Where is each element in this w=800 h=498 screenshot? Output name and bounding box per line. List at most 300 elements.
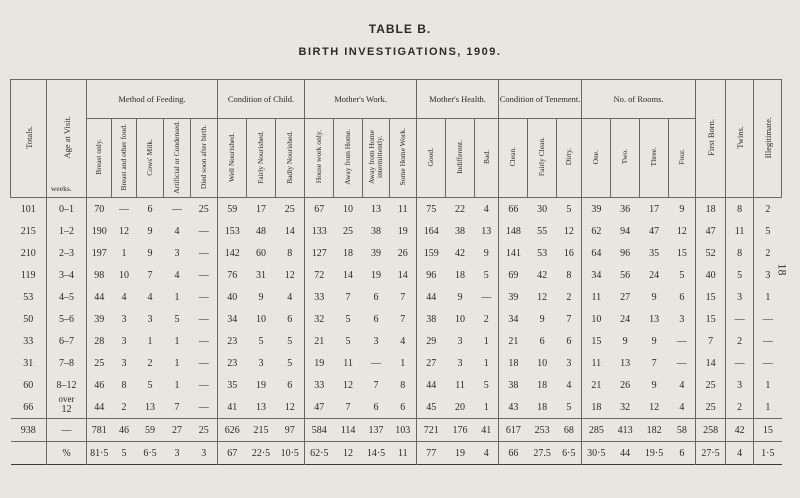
cell-value: 12 <box>61 404 72 415</box>
table-subtitle: BIRTH INVESTIGATIONS, 1909. <box>298 46 502 58</box>
table-cell: 62·5 <box>305 442 334 465</box>
table-row <box>11 374 782 396</box>
table-cell: 9 <box>147 225 153 237</box>
table-cell: 44 <box>426 379 437 391</box>
table-cell: 53 <box>11 286 47 308</box>
table-cell: 31 <box>256 269 267 281</box>
table-cell: 42 <box>726 419 754 442</box>
table-cell: 101 <box>11 198 47 221</box>
table-cell: 1 <box>174 357 180 369</box>
table-cell: 3 <box>174 247 180 259</box>
table-cell: 12 <box>669 220 696 242</box>
table-cell: 30·5 <box>582 442 611 465</box>
header-away-intermittently: Away from Home intermittently. <box>363 119 390 198</box>
table-cell: 21 <box>508 335 519 347</box>
table-cell: 2 <box>147 357 153 369</box>
table-cell: 215 <box>247 419 276 442</box>
table-cell: 3 <box>164 442 191 465</box>
header-cows-milk: Cows' Milk. <box>137 119 164 198</box>
table-cell: 25 <box>696 396 726 419</box>
table-cell: 159 <box>423 247 439 259</box>
table-cell: 9 <box>258 291 264 303</box>
table-cell: 153 <box>224 225 240 237</box>
table-cell: 27·5 <box>696 442 726 465</box>
table-cell: 938 <box>11 419 47 442</box>
table-cell: 13 <box>475 220 499 242</box>
table-cell: 52 <box>696 242 726 264</box>
table-cell: 7 <box>390 286 417 308</box>
table-cell: 1 <box>121 247 127 259</box>
table-cell: 15 <box>696 308 726 330</box>
table-cell: 5 <box>276 330 305 352</box>
table-cell: 2 <box>475 308 499 330</box>
table-cell: 17 <box>649 203 660 215</box>
table-cell: 18 <box>455 269 466 281</box>
table-cell: 10 <box>591 313 602 325</box>
table-cell: 56 <box>620 269 631 281</box>
table-cell <box>47 396 87 419</box>
header-one-room: One. <box>582 119 611 198</box>
table-cell: 3 <box>121 357 127 369</box>
table-cell: 2 <box>765 247 771 259</box>
table-cell: 25 <box>191 419 218 442</box>
table-cell: — <box>475 286 499 308</box>
table-cell: 34 <box>508 313 519 325</box>
table-cell: — <box>191 286 218 308</box>
percentage-row <box>11 442 782 465</box>
table-cell: 176 <box>446 419 475 442</box>
table-cell: 18 <box>343 247 354 259</box>
table-cell: 11 <box>591 291 602 303</box>
table-cell: 7 <box>651 357 657 369</box>
header-breast-only: Breast only. <box>87 119 112 198</box>
table-cell: 9 <box>539 313 545 325</box>
table-row <box>11 308 782 330</box>
table-cell: 7 <box>345 401 351 413</box>
table-cell: 15 <box>591 335 602 347</box>
table-cell: 9 <box>651 379 657 391</box>
table-cell: 22 <box>455 203 466 215</box>
table-cell: 5 <box>276 352 305 374</box>
header-condition-of-child: Condition of Child. <box>218 80 305 119</box>
table-cell: 32 <box>314 313 325 325</box>
table-cell: 12 <box>334 442 363 465</box>
table-cell: 3 <box>147 313 153 325</box>
table-cell: — <box>762 335 773 347</box>
table-cell: 5 <box>174 313 180 325</box>
table-cell: 617 <box>499 419 528 442</box>
table-cell: 18 <box>537 401 548 413</box>
table-cell: 5 <box>669 264 696 286</box>
header-bad: Bad. <box>475 119 499 198</box>
table-cell: 10 <box>343 203 354 215</box>
table-cell: 1 <box>147 335 153 347</box>
table-cell: 14 <box>343 269 354 281</box>
table-cell: 18 <box>591 401 602 413</box>
table-cell: 27 <box>426 357 437 369</box>
table-cell: 5 <box>726 264 754 286</box>
table-cell: 10 <box>256 313 267 325</box>
table-cell: 258 <box>696 419 726 442</box>
table-cell: 96 <box>426 269 437 281</box>
table-cell: 3 <box>557 352 582 374</box>
table-cell: 119 <box>11 264 47 286</box>
table-cell: 10 <box>455 313 466 325</box>
table-cell: 17 <box>256 203 267 215</box>
table-cell: 8 <box>557 264 582 286</box>
table-cell: 12 <box>649 401 660 413</box>
table-cell: 24 <box>649 269 660 281</box>
table-cell: 38 <box>455 225 466 237</box>
table-cell: 10 <box>119 269 129 281</box>
table-cell: 0–1 <box>47 198 87 221</box>
table-cell: 23 <box>227 357 238 369</box>
table-cell: 39 <box>94 313 105 325</box>
table-cell: 34 <box>591 269 602 281</box>
table-cell: 1 <box>174 335 180 347</box>
table-cell: 19·5 <box>640 442 669 465</box>
table-cell: 9 <box>669 198 696 221</box>
table-cell: — <box>191 220 218 242</box>
table-cell: 6 <box>373 401 379 413</box>
table-cell: 11 <box>390 442 417 465</box>
table-cell: 3 <box>121 335 127 347</box>
table-cell: 23 <box>227 335 238 347</box>
table-cell: 4 <box>726 442 754 465</box>
table-cell: 3 <box>457 335 463 347</box>
header-method-of-feeding: Method of Feeding. <box>87 80 218 119</box>
table-cell: 21 <box>591 379 602 391</box>
table-cell: 7–8 <box>47 352 87 374</box>
header-three-rooms: Three. <box>640 119 669 198</box>
header-breast-and-other: Breast and other food. <box>112 119 137 198</box>
table-cell: 5 <box>765 225 771 237</box>
table-cell: 44 <box>94 291 105 303</box>
table-row <box>11 220 782 242</box>
table-cell: 11 <box>390 198 417 221</box>
table-cell: 5 <box>557 198 582 221</box>
table-cell: % <box>47 442 87 465</box>
table-cell: 4 <box>174 269 180 281</box>
table-cell: 40 <box>696 264 726 286</box>
table-cell: 11 <box>455 379 465 391</box>
table-cell: 66 <box>499 442 528 465</box>
table-cell: 46 <box>112 419 137 442</box>
table-cell: 7 <box>345 291 351 303</box>
table-cell: 38 <box>426 313 437 325</box>
table-cell: 33 <box>314 291 325 303</box>
table-cell: 77 <box>417 442 446 465</box>
table-cell: 2 <box>726 330 754 352</box>
table-cell: 13 <box>649 313 660 325</box>
header-fairly-nourished: Fairly Nourished. <box>247 119 276 198</box>
table-cell: 6 <box>390 396 417 419</box>
header-number-of-rooms: No. of Rooms. <box>582 80 696 119</box>
table-cell: 210 <box>11 242 47 264</box>
table-cell: 164 <box>423 225 439 237</box>
table-cell: 6 <box>669 442 696 465</box>
table-cell: 42 <box>537 269 548 281</box>
table-cell: 148 <box>505 225 521 237</box>
table-cell: 6 <box>373 291 379 303</box>
table-cell: — <box>726 352 754 374</box>
table-cell: 28 <box>94 335 105 347</box>
table-cell: 4 <box>174 225 180 237</box>
table-cell: 21 <box>314 335 325 347</box>
table-cell: 215 <box>11 220 47 242</box>
table-cell: 19 <box>446 442 475 465</box>
table-cell: 81·5 <box>87 442 112 465</box>
table-cell: 7 <box>373 379 379 391</box>
table-cell: 7 <box>174 401 180 413</box>
table-cell: 9 <box>651 335 657 347</box>
table-cell: 5 <box>147 379 153 391</box>
header-totals: Totals. <box>11 80 47 198</box>
header-house-work-only: House work only. <box>305 119 334 198</box>
table-cell: 12 <box>276 396 305 419</box>
table-cell: 5 <box>258 335 264 347</box>
table-cell: 5 <box>112 442 137 465</box>
header-mothers-work: Mother's Work. <box>305 80 417 119</box>
table-cell: — <box>191 264 218 286</box>
table-cell: 9 <box>457 291 463 303</box>
header-some-home-work: Some Home Work. <box>390 119 417 198</box>
table-cell: 26 <box>390 242 417 264</box>
table-cell: 9 <box>651 291 657 303</box>
table-cell: 1 <box>390 352 417 374</box>
table-cell: 50 <box>11 308 47 330</box>
table-cell: 19 <box>390 220 417 242</box>
table-cell: 141 <box>505 247 521 259</box>
table-cell: 6 <box>147 203 153 215</box>
table-cell: 66 <box>508 203 519 215</box>
table-row <box>11 264 782 286</box>
header-dirty: Dirty. <box>557 119 582 198</box>
header-weeks: weeks. <box>51 184 72 193</box>
table-cell: 1·5 <box>754 442 782 465</box>
table-cell: 4 <box>669 396 696 419</box>
table-cell: 72 <box>314 269 325 281</box>
header-died-soon: Died soon after birth. <box>191 119 218 198</box>
table-cell: 39 <box>591 203 602 215</box>
table-cell: 781 <box>87 419 112 442</box>
table-cell: — <box>669 330 696 352</box>
table-cell: 35 <box>649 247 660 259</box>
table-cell: — <box>762 357 773 369</box>
table-cell: 44 <box>611 442 640 465</box>
table-cell: 19 <box>256 379 267 391</box>
table-cell: 10 <box>537 357 548 369</box>
table-cell: 68 <box>557 419 582 442</box>
table-cell: 3 <box>457 357 463 369</box>
table-cell: 24 <box>620 313 631 325</box>
table-cell: 76 <box>227 269 238 281</box>
table-cell: — <box>47 419 87 442</box>
table-cell: 4–5 <box>47 286 87 308</box>
table-cell: 19 <box>371 269 382 281</box>
table-cell: 25 <box>191 198 218 221</box>
table-cell: 253 <box>528 419 557 442</box>
table-cell: 36 <box>620 203 631 215</box>
table-cell: 3 <box>121 313 127 325</box>
table-cell: 12 <box>276 264 305 286</box>
table-cell: 27 <box>164 419 191 442</box>
table-row <box>11 396 782 419</box>
table-cell: 38 <box>508 379 519 391</box>
table-cell: 39 <box>371 247 382 259</box>
totals-row <box>11 419 782 442</box>
table-cell: 14 <box>390 264 417 286</box>
table-cell: — <box>191 330 218 352</box>
table-cell: 69 <box>508 269 519 281</box>
table-cell: 721 <box>417 419 446 442</box>
table-cell: 3 <box>191 442 218 465</box>
table-cell <box>11 442 47 465</box>
table-cell: 1–2 <box>47 220 87 242</box>
table-cell: 96 <box>620 247 631 259</box>
table-cell: 18 <box>696 198 726 221</box>
table-cell: 25 <box>696 374 726 396</box>
table-cell: 27 <box>620 291 631 303</box>
table-cell: 7 <box>557 308 582 330</box>
table-cell: 6 <box>557 330 582 352</box>
table-cell: 14 <box>696 352 726 374</box>
table-cell: 32 <box>620 401 631 413</box>
table-cell: 8 <box>726 198 754 221</box>
table-cell: 70 <box>94 203 105 215</box>
table-cell: 12 <box>557 220 582 242</box>
table-cell: 4 <box>390 330 417 352</box>
table-cell: — <box>371 357 382 369</box>
table-cell: 25 <box>343 225 354 237</box>
table-cell: 26 <box>620 379 631 391</box>
table-cell: 12 <box>537 291 548 303</box>
table-cell: 47 <box>696 220 726 242</box>
table-cell: 12 <box>119 225 129 237</box>
table-cell: 10·5 <box>276 442 305 465</box>
table-cell: 60 <box>256 247 267 259</box>
table-cell: 25 <box>94 357 105 369</box>
birth-investigations-table <box>10 79 782 465</box>
table-cell: 4 <box>475 442 499 465</box>
table-cell: 7 <box>696 330 726 352</box>
header-fairly-clean: Fairly Clean. <box>528 119 557 198</box>
table-cell: 97 <box>276 419 305 442</box>
table-cell: 42 <box>455 247 466 259</box>
table-cell: 2–3 <box>47 242 87 264</box>
table-cell: 98 <box>94 269 105 281</box>
table-cell: 47 <box>314 401 325 413</box>
table-cell: 15 <box>669 242 696 264</box>
table-cell: 3 <box>669 308 696 330</box>
table-cell: 2 <box>557 286 582 308</box>
table-cell: 4 <box>557 374 582 396</box>
table-cell: 7 <box>390 308 417 330</box>
table-cell: 3 <box>726 374 754 396</box>
table-cell: 11 <box>343 357 353 369</box>
table-cell: 6–7 <box>47 330 87 352</box>
table-cell: 3 <box>726 286 754 308</box>
table-cell: — <box>191 396 218 419</box>
table-cell: — <box>726 308 754 330</box>
table-cell: 48 <box>256 225 267 237</box>
table-cell: 1 <box>765 379 771 391</box>
table-cell: 6·5 <box>557 442 582 465</box>
table-row <box>11 330 782 352</box>
table-cell: 15 <box>754 419 782 442</box>
table-cell: 4 <box>147 291 153 303</box>
table-cell: 584 <box>305 419 334 442</box>
table-cell: 5 <box>475 264 499 286</box>
table-cell: 41 <box>227 401 238 413</box>
table-cell: 2 <box>765 203 771 215</box>
table-cell: 13 <box>256 401 267 413</box>
table-cell: 4 <box>121 291 127 303</box>
table-cell: 5 <box>345 313 351 325</box>
table-cell: 46 <box>94 379 105 391</box>
table-cell: 11 <box>591 357 602 369</box>
table-cell: 6·5 <box>137 442 164 465</box>
table-cell: 5–6 <box>47 308 87 330</box>
table-cell: — <box>119 203 129 215</box>
header-condition-of-tenement: Condition of Tenement. <box>499 80 582 119</box>
table-cell: 190 <box>91 225 107 237</box>
header-four-rooms: Four. <box>669 119 696 198</box>
table-cell: 13 <box>371 203 382 215</box>
table-cell: 94 <box>620 225 631 237</box>
table-cell: 41 <box>475 419 499 442</box>
table-cell: 9 <box>147 247 153 259</box>
table-cell: 3 <box>258 357 264 369</box>
table-cell: 114 <box>334 419 363 442</box>
table-cell: 33 <box>314 379 325 391</box>
table-cell: 1 <box>475 352 499 374</box>
table-cell: 18 <box>508 357 519 369</box>
table-cell: 58 <box>669 419 696 442</box>
table-cell: 27.5 <box>528 442 557 465</box>
table-cell: 142 <box>224 247 240 259</box>
table-cell: 29 <box>426 335 437 347</box>
table-row <box>11 242 782 264</box>
table-cell: 30 <box>537 203 548 215</box>
table-cell: 34 <box>227 313 238 325</box>
table-cell: 13 <box>145 401 155 413</box>
table-cell: 6 <box>276 308 305 330</box>
table-cell: 53 <box>537 247 548 259</box>
table-cell: 5 <box>557 396 582 419</box>
table-cell: 67 <box>314 203 325 215</box>
table-cell: 11 <box>726 220 754 242</box>
table-cell: 285 <box>582 419 611 442</box>
table-cell: 3 <box>373 335 379 347</box>
table-cell: 1 <box>475 396 499 419</box>
table-cell: 1 <box>174 379 180 391</box>
header-two-rooms: Two. <box>611 119 640 198</box>
table-cell: 43 <box>508 401 519 413</box>
header-twins: Twins. <box>726 80 754 198</box>
table-cell: 8 <box>390 374 417 396</box>
header-first-born: First Born. <box>696 80 726 198</box>
table-cell: 31 <box>11 352 47 374</box>
table-cell: 5 <box>475 374 499 396</box>
table-cell: 6 <box>669 286 696 308</box>
table-cell: 75 <box>426 203 437 215</box>
table-cell: 626 <box>218 419 247 442</box>
table-cell: 35 <box>227 379 238 391</box>
header-clean: Clean. <box>499 119 528 198</box>
table-cell: — <box>191 242 218 264</box>
table-cell: 12 <box>343 379 354 391</box>
